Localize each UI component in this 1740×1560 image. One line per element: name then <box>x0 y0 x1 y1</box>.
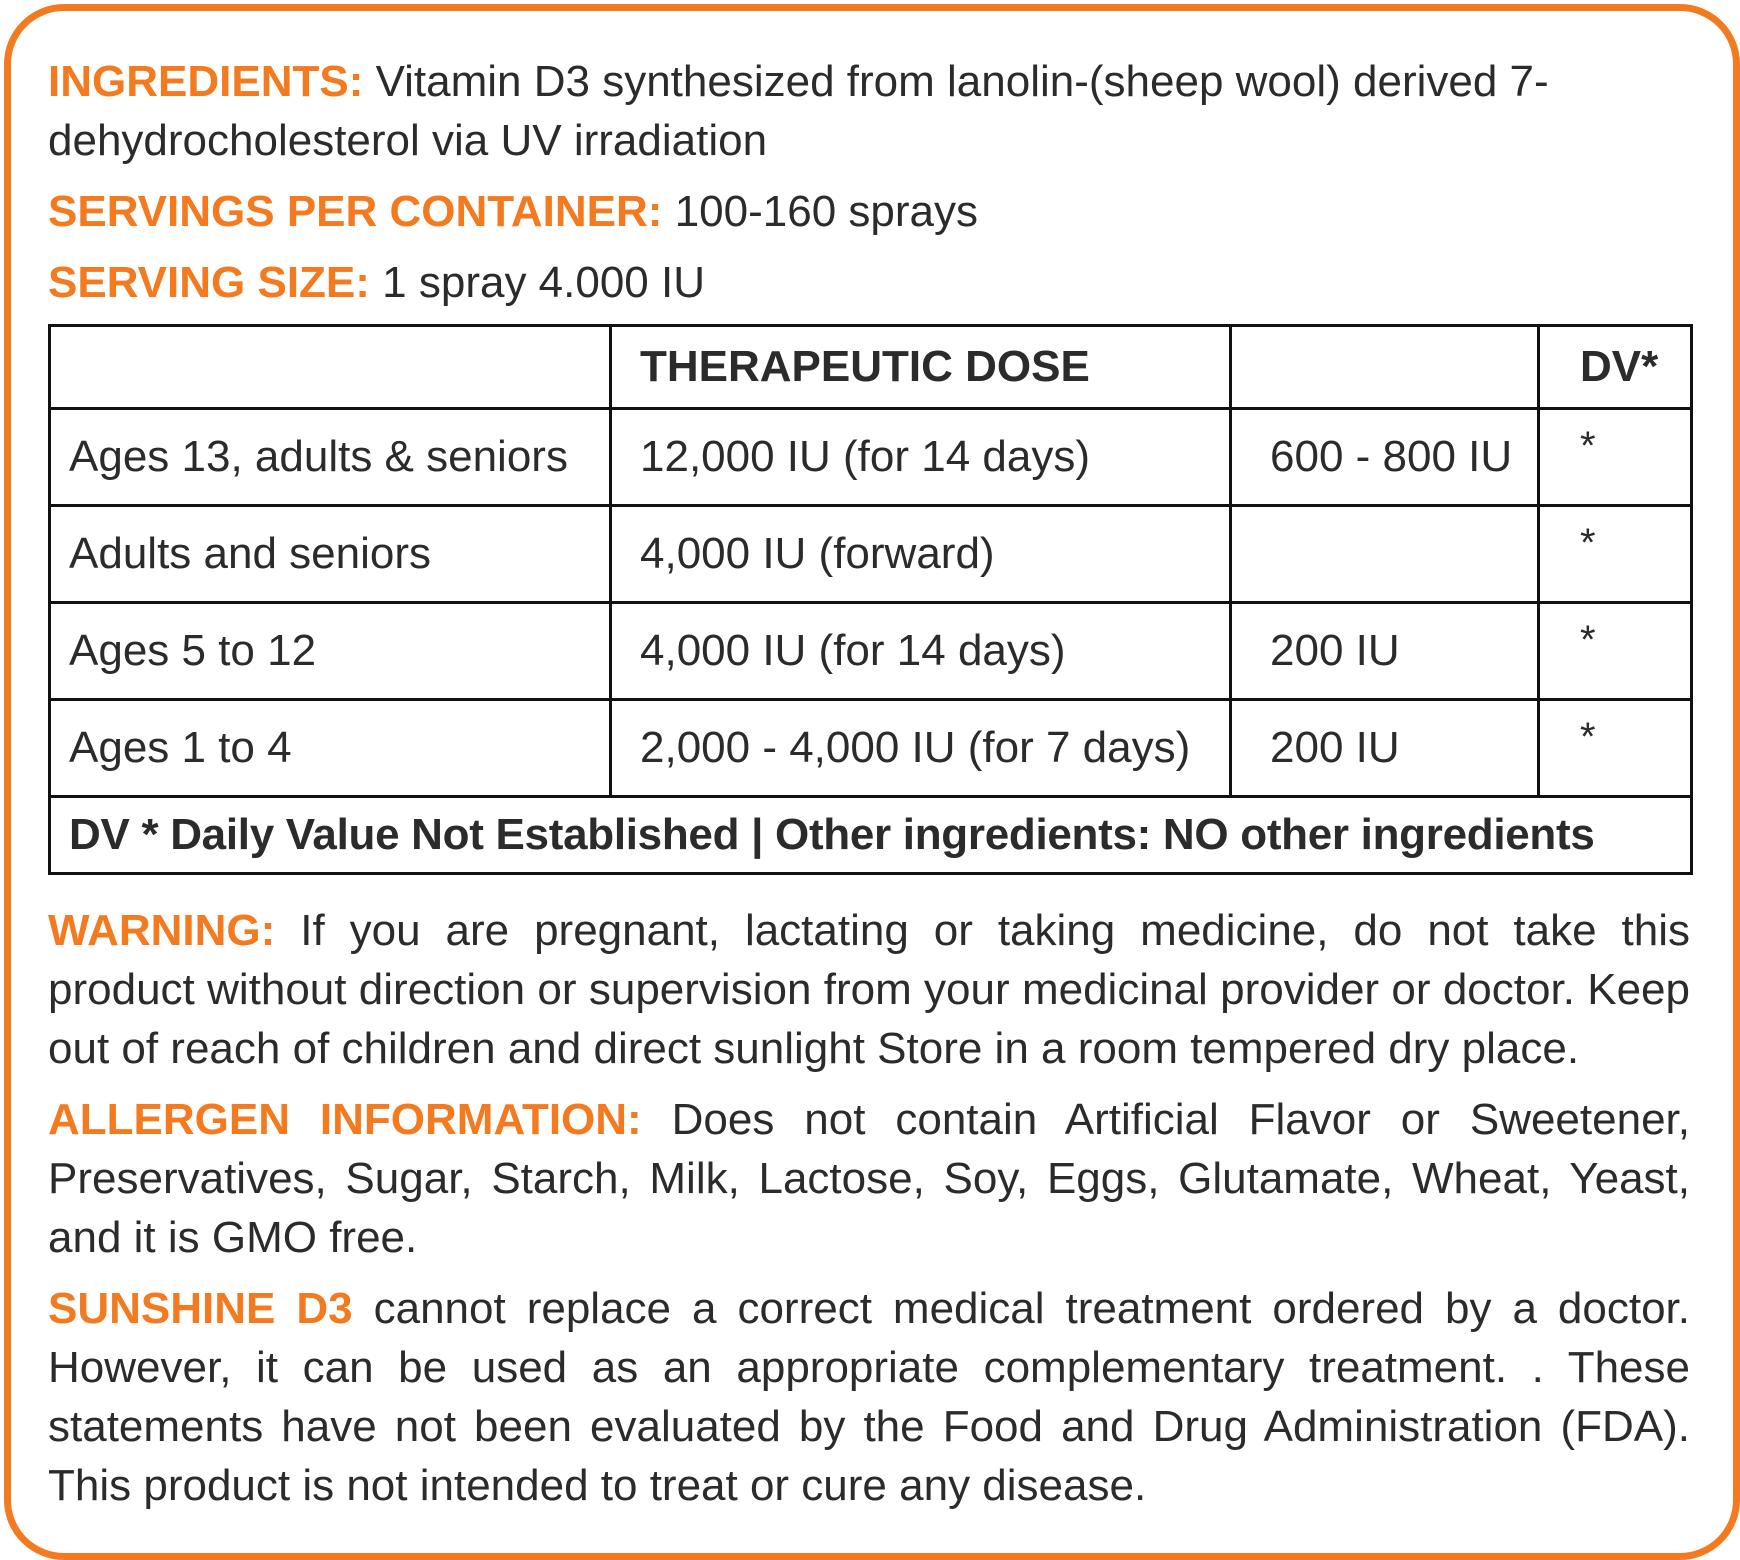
table-cell: Ages 13, adults & seniors <box>50 409 611 506</box>
table-cell: * <box>1539 603 1692 700</box>
warning-section <box>48 901 1690 1078</box>
serving-size-section <box>48 253 1690 312</box>
ingredients-text: Vitamin D3 synthesized from lanolin-(sheep wool) derived 7-dehydrocholesterol via UV irradiation <box>48 57 1549 165</box>
supplement-label <box>48 52 1690 1527</box>
table-header-row <box>50 326 1692 409</box>
servings-per-container-section <box>48 182 1690 241</box>
table-cell: 4,000 IU (forward) <box>611 506 1231 603</box>
table-cell: 200 IU <box>1231 700 1539 797</box>
table-cell: Adults and seniors <box>50 506 611 603</box>
sunshine-text: cannot replace a correct medical treatment ordered by a doctor. However, it can be used as an appropriate complementary treatment. . These statements have not been evaluated by the Food and Drug Administration (FDA). This product is not intended to treat or cure any disease. <box>48 1284 1691 1510</box>
table-cell: 2,000 - 4,000 IU (for 7 days) <box>611 700 1231 797</box>
table-row <box>50 603 1692 700</box>
table-row <box>50 700 1692 797</box>
servings-per-container-label: SERVINGS PER CONTAINER: <box>48 187 663 236</box>
table-cell: * <box>1539 700 1692 797</box>
allergen-label: ALLERGEN INFORMATION: <box>48 1095 642 1144</box>
servings-per-container-text: 100-160 sprays <box>674 187 978 236</box>
table-row <box>50 409 1692 506</box>
table-cell: 12,000 IU (for 14 days) <box>611 409 1231 506</box>
header-cell-maintenance <box>1231 326 1539 409</box>
table-cell: 600 - 800 IU <box>1231 409 1539 506</box>
table-row <box>50 506 1692 603</box>
table-footer-note: DV * Daily Value Not Established | Other ingredients: NO other ingredients <box>50 797 1692 874</box>
table-cell: Ages 5 to 12 <box>50 603 611 700</box>
ingredients-section <box>48 52 1690 170</box>
table-cell: * <box>1539 409 1692 506</box>
header-cell-dv: DV* <box>1539 326 1692 409</box>
sunshine-label: SUNSHINE D3 <box>48 1284 353 1333</box>
serving-size-text: 1 spray 4.000 IU <box>382 258 706 307</box>
dosage-table <box>48 324 1693 875</box>
table-cell: 4,000 IU (for 14 days) <box>611 603 1231 700</box>
header-cell-group <box>50 326 611 409</box>
table-cell <box>1231 506 1539 603</box>
table-cell: * <box>1539 506 1692 603</box>
warning-text: If you are pregnant, lactating or taking medicine, do not take this product without direction or supervision from your medicinal provider or doctor. Keep out of reach of children and direct sunlight Store in a room tempered dry place. <box>48 906 1690 1073</box>
ingredients-label: INGREDIENTS: <box>48 57 364 106</box>
table-footer-row <box>50 797 1692 874</box>
warning-label: WARNING: <box>48 906 276 955</box>
header-cell-therapeutic-dose: THERAPEUTIC DOSE <box>611 326 1231 409</box>
serving-size-label: SERVING SIZE: <box>48 258 370 307</box>
table-cell: Ages 1 to 4 <box>50 700 611 797</box>
table-cell: 200 IU <box>1231 603 1539 700</box>
allergen-text: Does not contain Artificial Flavor or Sweetener, Preservatives, Sugar, Starch, Milk, Lactose, Soy, Eggs, Glutamate, Wheat, Yeast, and it is GMO free. <box>48 1095 1690 1262</box>
sunshine-section <box>48 1279 1690 1515</box>
allergen-section <box>48 1090 1690 1267</box>
